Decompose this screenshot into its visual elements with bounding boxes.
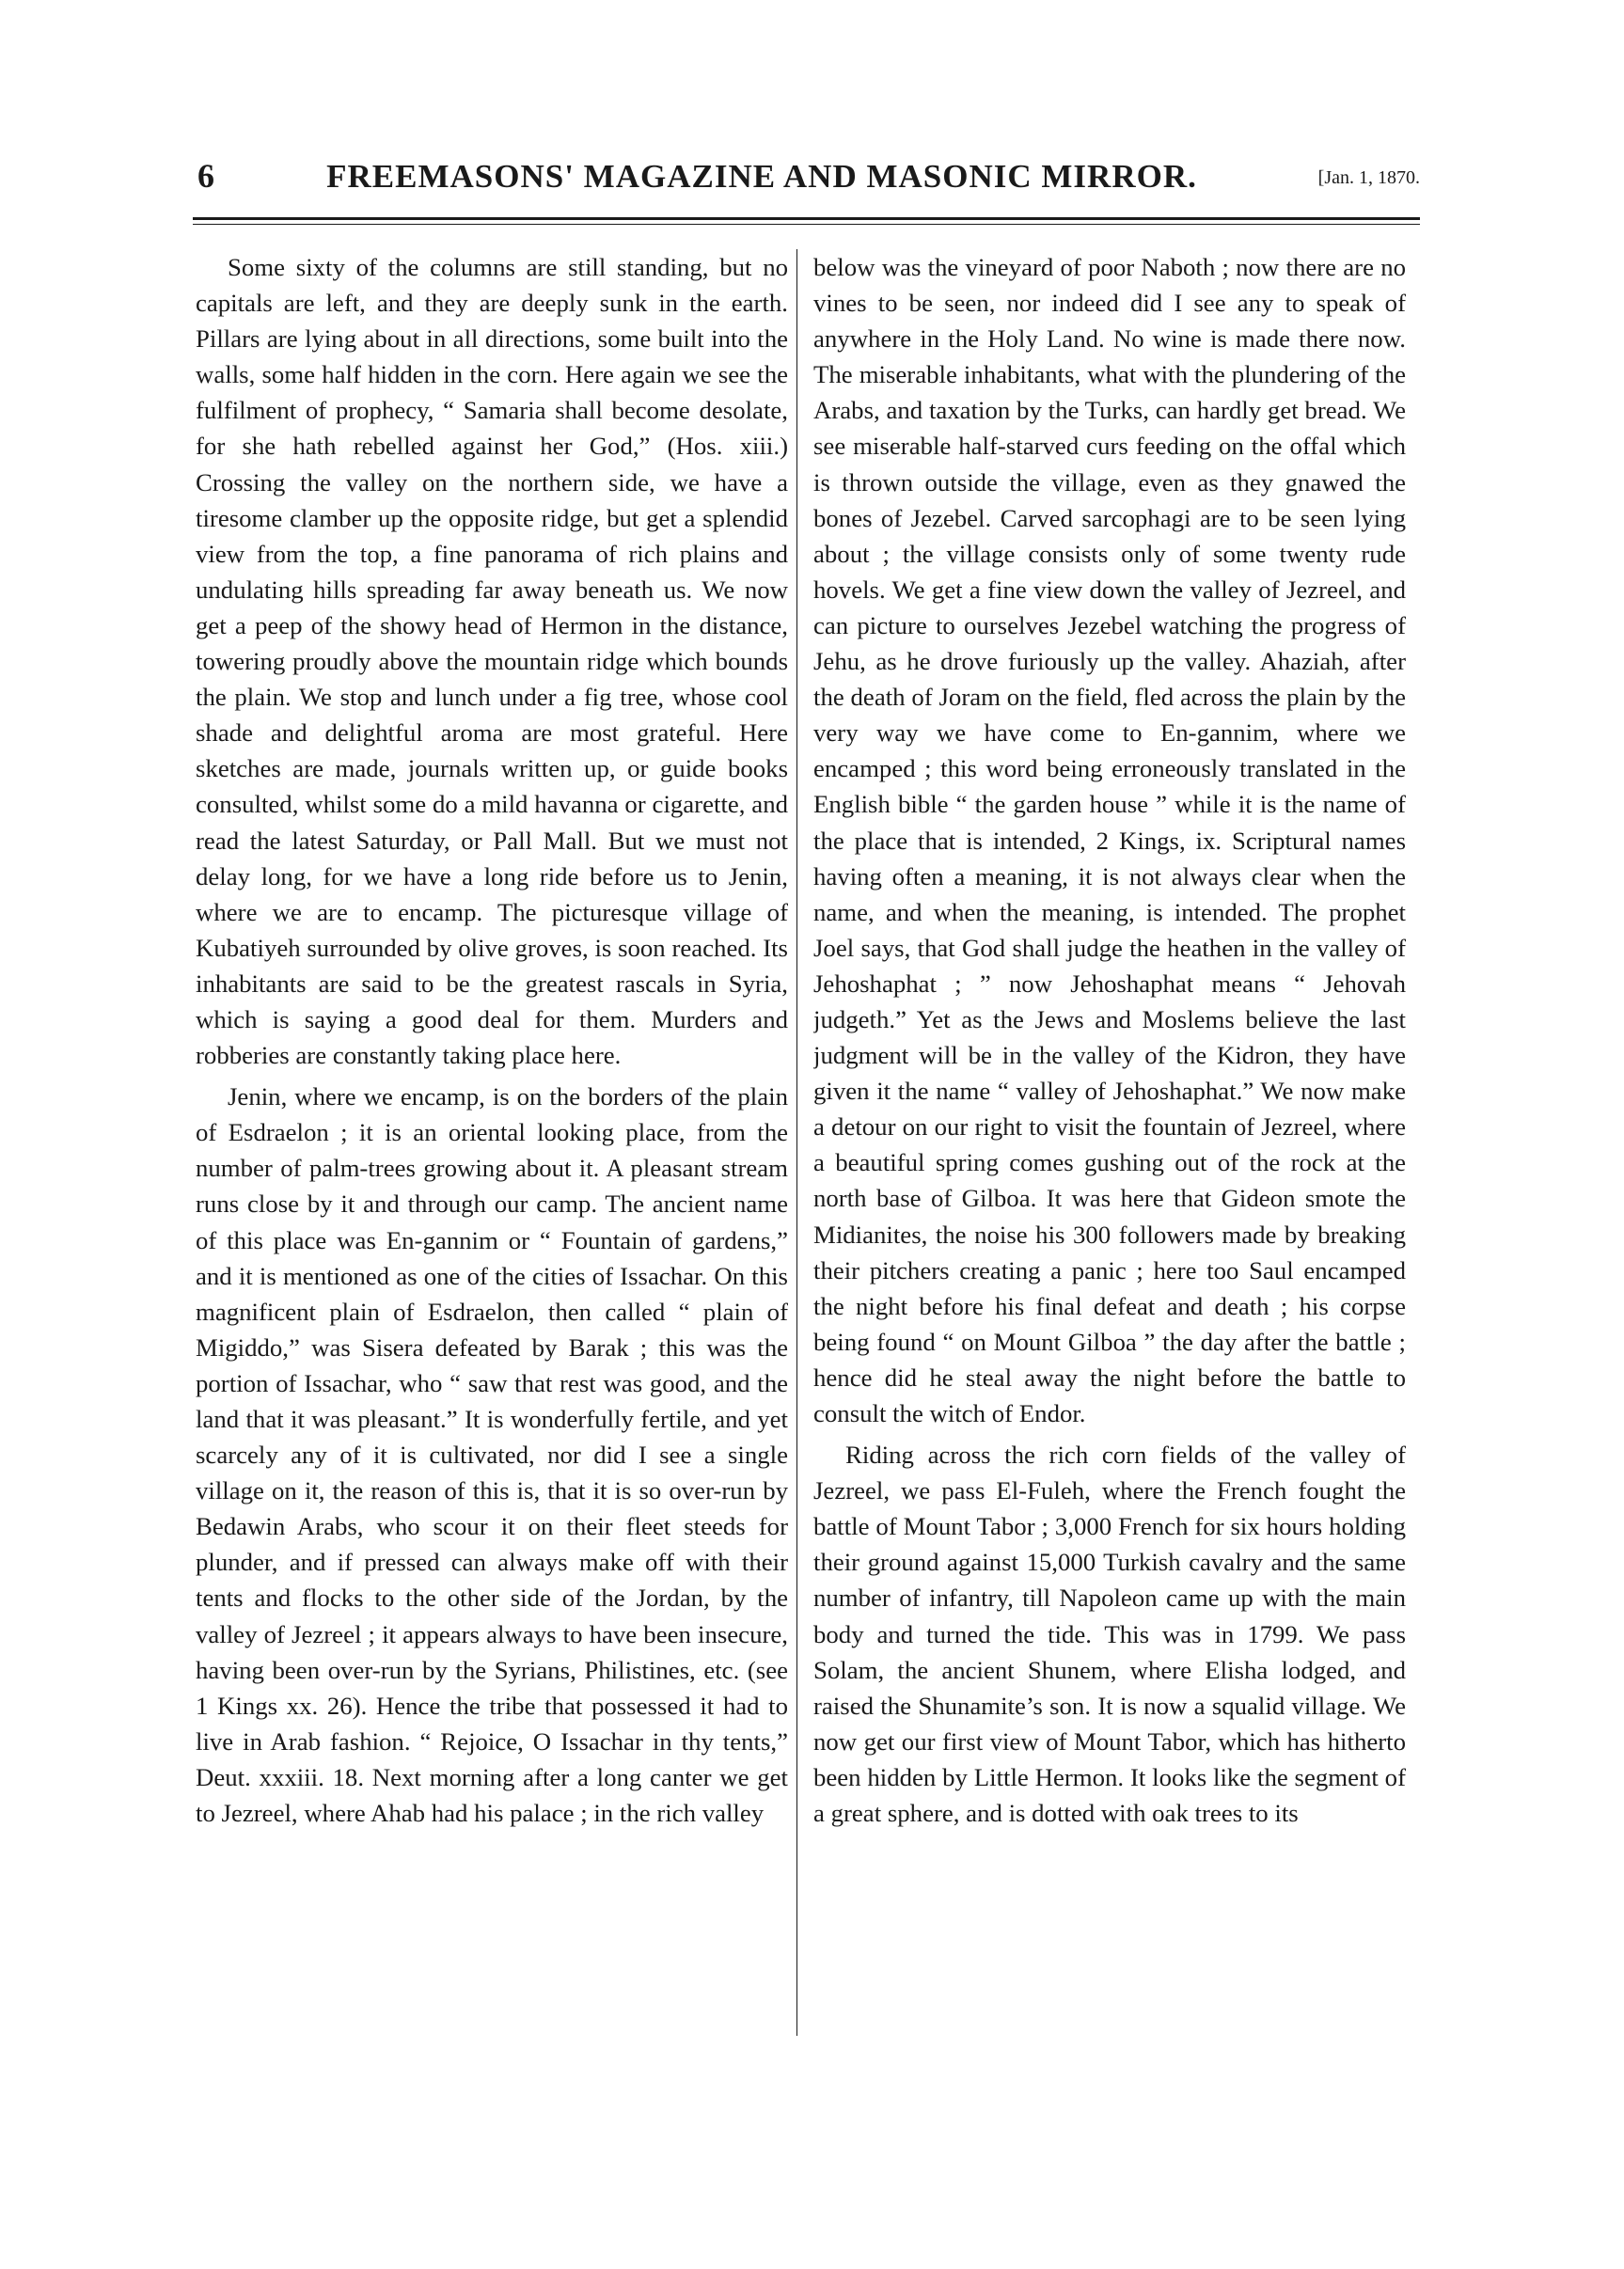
right-paragraph-2: Riding across the rich corn fields of the valley of Jezreel, we pass El-Fuleh, where the French fought the battle of Mount Tabor ; 3,000 French for six hours holding their ground against 15,000 Turkish cavalry and the same number of infantry, till Napoleon came up with the main body and turned the tide. This was in 1799. We pass Solam, the ancient Shunem, where Elisha lodged, and raised the Shunamite’s son. It is now a squalid village. We now get our first view of Mount Tabor, which has hitherto been hidden by Little Hermon. It looks like the segment of a great sphere, and is dotted with oak trees to its bbox=[813, 1441, 1406, 1828]
header-rule-thin bbox=[193, 224, 1420, 225]
masthead-title: FREEMASONS' MAGAZINE AND MASONIC MIRROR. bbox=[326, 158, 1197, 195]
header-rule bbox=[193, 217, 1420, 220]
right-column bbox=[813, 249, 1406, 2041]
left-paragraph-1: Some sixty of the columns are still standing, but no capitals are left, and they are deeply sunk in the earth. Pillars are lying about in all directions, some built into the walls, some half hidden in the corn. Here again we see the fulfilment of prophecy, “ Samaria shall become desolate, for she hath rebelled against her God,” (Hos. xiii.) Crossing the valley on the northern side, we have a tiresome clamber up the opposite ridge, but get a splendid view from the top, a fine panorama of rich plains and undulating hills spreading far away beneath us. We now get a peep of the showy head of Hermon in the distance, towering proudly above the mountain ridge which bounds the plain. We stop and lunch under a fig tree, whose cool shade and delightful aroma are most grateful. Here sketches are made, journals written up, or guide books consulted, whilst some do a mild havanna or cigarette, and read the latest Saturday, or Pall Mall. But we must not delay long, for we have a long ride before us to Jenin, where we are to encamp. The picturesque village of Kubatiyeh surrounded by olive groves, is soon reached. Its inhabitants are said to be the greatest rascals in Syria, which is saying a good deal for them. Murders and robberies are constantly taking place here. bbox=[196, 253, 788, 1070]
page-number: 6 bbox=[197, 157, 214, 195]
issue-date: [Jan. 1, 1870. bbox=[1317, 167, 1420, 188]
right-paragraph-1: below was the vineyard of poor Naboth ; now there are no vines to be seen, nor indeed did I see any to speak of anywhere in the Holy Land. No wine is made there now. The miserable inhabitants, what with the plundering of the Arabs, and taxation by the Turks, can hardly get bread. We see miserable half-starved curs feeding on the offal which is thrown outside the village, even as they gnawed the bones of Jezebel. Carved sarcophagi are to be seen lying about ; the village consists only of some twenty rude hovels. We get a fine view down the valley of Jezreel, and can picture to ourselves Jezebel watching the progress of Jehu, as he drove furiously up the valley. Ahaziah, after the death of Joram on the field, fled across the plain by the very way we have come to En-gannim, where we encamped ; this word being erroneously translated in the English bible “ the garden house ” while it is the name of the place that is intended, 2 Kings, ix. Scriptural names having often a meaning, it is not always clear when the name, and when the meaning, is intended. The prophet Joel says, that God shall judge the heathen in the valley of Jehoshaphat ; ” now Jehoshaphat means “ Jehovah judgeth.” Yet as the Jews and Moslems believe the last judgment will be in the valley of the Kidron, they have given it the name “ valley of Jehoshaphat.” We now make a detour on our right to visit the fountain of Jezreel, where a beautiful spring comes gushing out of the rock at the north base of Gilboa. It was here that Gideon smote the Midianites, the noise his 300 followers made by breaking their pitchers creating a panic ; here too Saul encamped the night before his final defeat and death ; his corpse being found “ on Mount Gilboa ” the day after the battle ; hence did he steal away the night before the battle to consult the witch of Endor. bbox=[813, 253, 1406, 1427]
left-paragraph-2: Jenin, where we encamp, is on the borders of the plain of Esdraelon ; it is an oriental looking place, from the number of palm-trees growing about it. A pleasant stream runs close by it and through our camp. The ancient name of this place was En-gannim or “ Fountain of gardens,” and it is mentioned as one of the cities of Issachar. On this magnificent plain of Esdraelon, then called “ plain of Migiddo,” was Sisera defeated by Barak ; this was the portion of Issachar, who “ saw that rest was good, and the land that it was pleasant.” It is wonderfully fertile, and yet scarcely any of it is cultivated, nor did I see a single village on it, the reason of this is, that it is so over-run by Bedawin Arabs, who scour it on their fleet steeds for plunder, and if pressed can always make off with their tents and flocks to the other side of the Jordan, by the valley of Jezreel ; it appears always to have been insecure, having been over-run by the Syrians, Philistines, etc. (see 1 Kings xx. 26). Hence the tribe that possessed it had to live in Arab fashion. “ Rejoice, O Issachar in thy tents,” Deut. xxxiii. 18. Next morning after a long canter we get to Jezreel, where Ahab had his palace ; in the rich valley bbox=[196, 1082, 788, 1828]
left-column bbox=[196, 249, 788, 2041]
page-header bbox=[188, 150, 1420, 207]
column-divider bbox=[796, 249, 797, 2036]
